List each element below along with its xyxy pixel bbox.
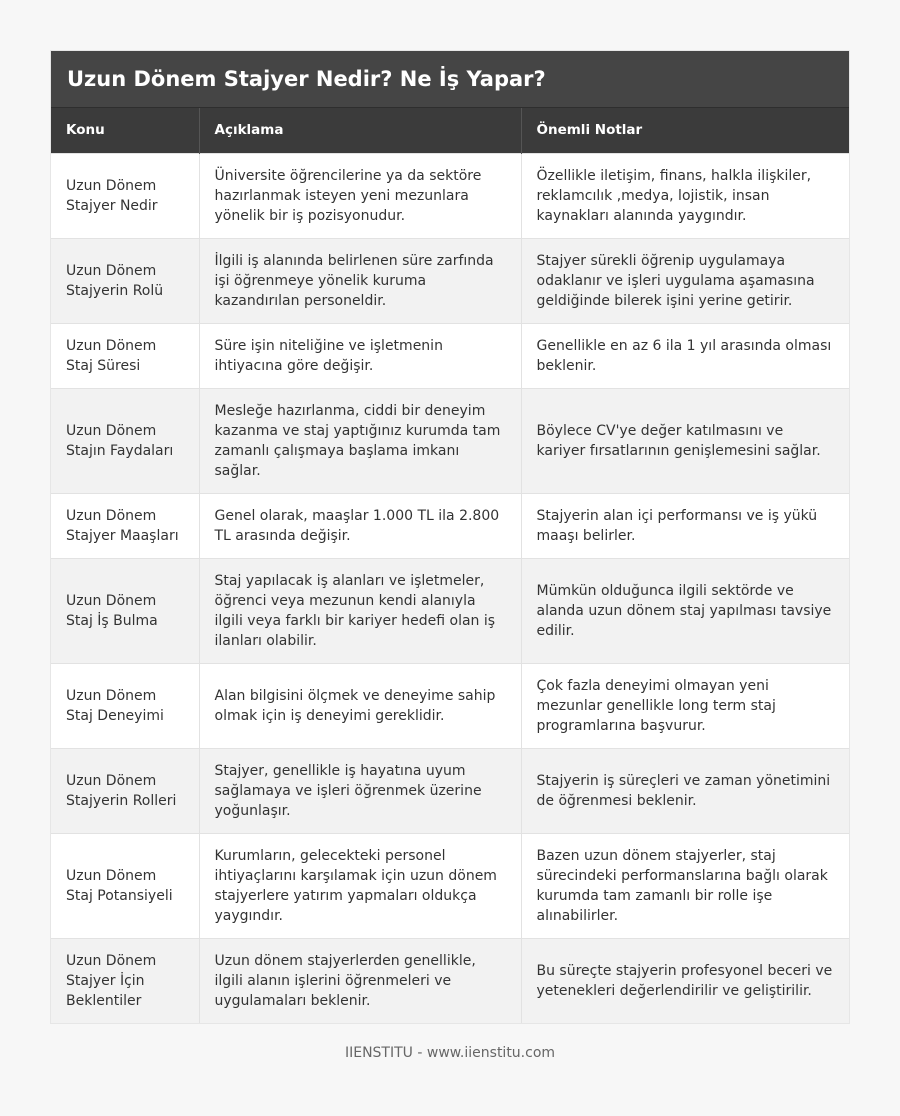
description-cell: Kurumların, gelecekteki personel ihtiyaçlarını karşılamak için uzun dönem stajyerlere yatırım yapmaları oldukça yaygındır. (199, 833, 521, 938)
topic-cell: Uzun Dönem Stajyerin Rolleri (51, 748, 199, 833)
topic-cell: Uzun Dönem Staj Süresi (51, 323, 199, 388)
notes-cell: Stajyer sürekli öğrenip uygulamaya odaklanır ve işleri uygulama aşamasına geldiğinde bilerek işini yerine getirir. (521, 238, 849, 323)
description-cell: Stajyer, genellikle iş hayatına uyum sağlamaya ve işleri öğrenmek üzerine yoğunlaşır. (199, 748, 521, 833)
table-row (51, 558, 849, 663)
topic-cell: Uzun Dönem Staj Deneyimi (51, 663, 199, 748)
topic-cell: Uzun Dönem Stajyer İçin Beklentiler (51, 938, 199, 1023)
topic-cell: Uzun Dönem Stajyer Maaşları (51, 493, 199, 558)
table-row (51, 663, 849, 748)
header-onemli-notlar: Önemli Notlar (521, 108, 849, 153)
table-header-row (51, 108, 849, 153)
table-row (51, 493, 849, 558)
description-cell: Staj yapılacak iş alanları ve işletmeler, öğrenci veya mezunun kendi alanıyla ilgili veya farklı bir kariyer hedefi olan iş ilanları olabilir. (199, 558, 521, 663)
info-table (51, 108, 849, 1023)
description-cell: İlgili iş alanında belirlenen süre zarfında işi öğrenmeye yönelik kuruma kazandırılan personeldir. (199, 238, 521, 323)
table-row (51, 153, 849, 238)
footer-credit: IIENSTITU - www.iienstitu.com (344, 1045, 556, 1061)
page-title: Uzun Dönem Stajyer Nedir? Ne İş Yapar? (51, 51, 849, 108)
description-cell: Uzun dönem stajyerlerden genellikle, ilgili alanın işlerini öğrenmeleri ve uygulamaları beklenir. (199, 938, 521, 1023)
header-konu: Konu (51, 108, 199, 153)
notes-cell: Genellikle en az 6 ila 1 yıl arasında olması beklenir. (521, 323, 849, 388)
info-card (51, 51, 849, 1023)
table-row (51, 833, 849, 938)
table-row (51, 938, 849, 1023)
table-row (51, 238, 849, 323)
topic-cell: Uzun Dönem Staj Potansiyeli (51, 833, 199, 938)
table-row (51, 748, 849, 833)
topic-cell: Uzun Dönem Staj İş Bulma (51, 558, 199, 663)
topic-cell: Uzun Dönem Stajyer Nedir (51, 153, 199, 238)
notes-cell: Stajyerin iş süreçleri ve zaman yönetimini de öğrenmesi beklenir. (521, 748, 849, 833)
notes-cell: Böylece CV'ye değer katılmasını ve kariyer fırsatlarının genişlemesini sağlar. (521, 388, 849, 493)
topic-cell: Uzun Dönem Stajın Faydaları (51, 388, 199, 493)
topic-cell: Uzun Dönem Stajyerin Rolü (51, 238, 199, 323)
description-cell: Süre işin niteliğine ve işletmenin ihtiyacına göre değişir. (199, 323, 521, 388)
header-aciklama: Açıklama (199, 108, 521, 153)
notes-cell: Stajyerin alan içi performansı ve iş yükü maaşı belirler. (521, 493, 849, 558)
table-row (51, 388, 849, 493)
table-row (51, 323, 849, 388)
notes-cell: Bu süreçte stajyerin profesyonel beceri ve yetenekleri değerlendirilir ve geliştirilir. (521, 938, 849, 1023)
notes-cell: Özellikle iletişim, finans, halkla ilişkiler, reklamcılık ,medya, lojistik, insan kaynakları alanında yaygındır. (521, 153, 849, 238)
description-cell: Mesleğe hazırlanma, ciddi bir deneyim kazanma ve staj yaptığınız kurumda tam zamanlı çalışmaya başlama imkanı sağlar. (199, 388, 521, 493)
description-cell: Alan bilgisini ölçmek ve deneyime sahip olmak için iş deneyimi gereklidir. (199, 663, 521, 748)
description-cell: Genel olarak, maaşlar 1.000 TL ila 2.800 TL arasında değişir. (199, 493, 521, 558)
description-cell: Üniversite öğrencilerine ya da sektöre hazırlanmak isteyen yeni mezunlara yönelik bir iş pozisyonudur. (199, 153, 521, 238)
notes-cell: Çok fazla deneyimi olmayan yeni mezunlar genellikle long term staj programlarına başvurur. (521, 663, 849, 748)
notes-cell: Mümkün olduğunca ilgili sektörde ve alanda uzun dönem staj yapılması tavsiye edilir. (521, 558, 849, 663)
notes-cell: Bazen uzun dönem stajyerler, staj sürecindeki performanslarına bağlı olarak kurumda tam zamanlı bir rolle işe alınabilirler. (521, 833, 849, 938)
